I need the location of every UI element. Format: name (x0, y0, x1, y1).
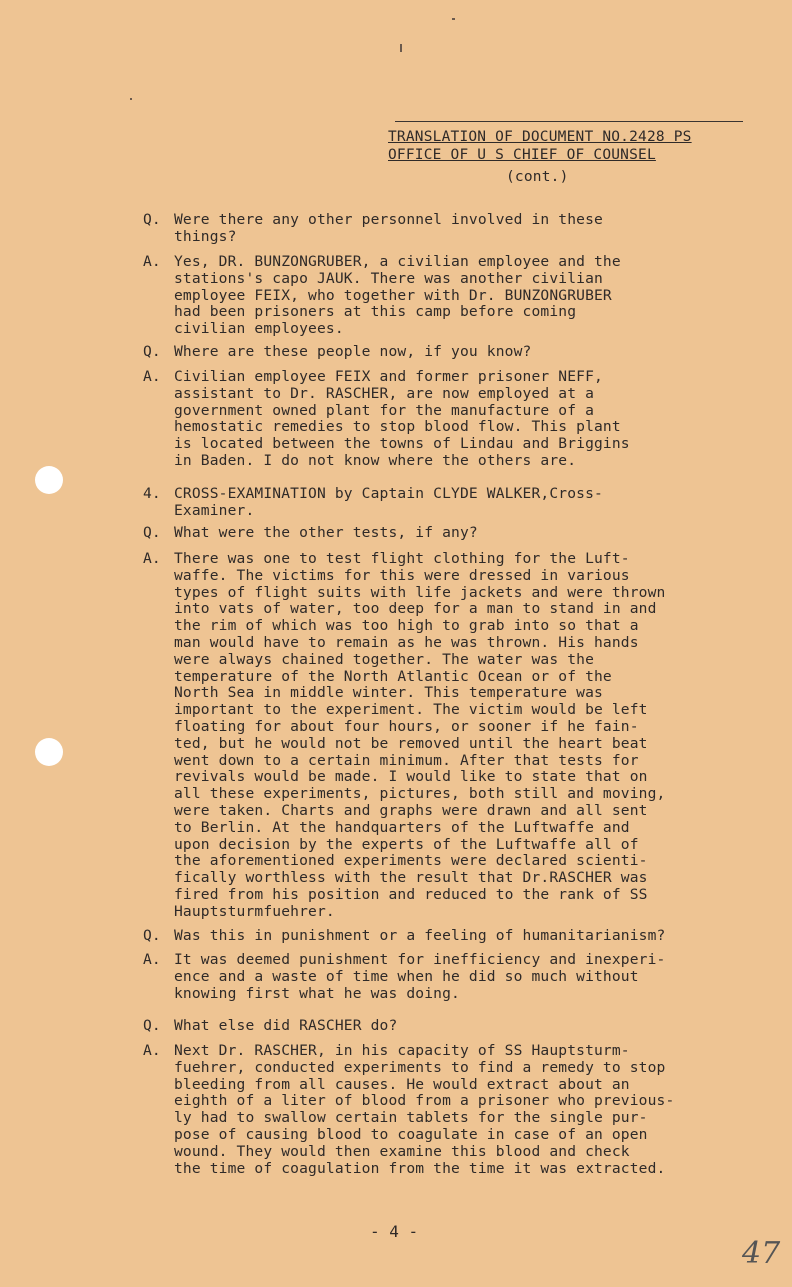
qa-label: A. (143, 951, 161, 968)
qa-text: Next Dr. RASCHER, in his capacity of SS Hauptsturm- fuehrer, conducted experiments to find a remedy to stop bleeding from all causes. He would extract about an eighth of a liter of blood from a prisoner who previous- ly had to swallow certain tablets for the single pur- pose of causing blood to coagulate in case of an open wound. They would then examine this blood and check the time of coagulation from the time it was extracted. (174, 1042, 675, 1177)
qa-label: A. (143, 1042, 161, 1059)
document-header (388, 128, 748, 186)
qa-block (143, 525, 743, 542)
qa-text: Was this in punishment or a feeling of humanitarianism? (174, 927, 666, 944)
qa-block (143, 254, 743, 338)
qa-text: What were the other tests, if any? (174, 524, 478, 541)
qa-text: It was deemed punishment for inefficiency and inexperi- ence and a waste of time when he did so much without knowing first what he was doing. (174, 951, 666, 1002)
punch-hole (35, 466, 63, 494)
qa-text: Where are these people now, if you know? (174, 343, 532, 360)
qa-block (143, 952, 743, 1002)
qa-label: Q. (143, 211, 161, 228)
qa-text: What else did RASCHER do? (174, 1017, 398, 1034)
qa-block (143, 344, 743, 361)
qa-block (143, 212, 743, 246)
handwritten-page-number: 47 (742, 1236, 781, 1271)
punch-hole (35, 738, 63, 766)
qa-label: Q. (143, 927, 161, 944)
qa-label: 4. (143, 485, 161, 502)
header-rule (395, 121, 743, 122)
qa-block (143, 369, 743, 470)
qa-text: Civilian employee FEIX and former prisoner NEFF, assistant to Dr. RASCHER, are now employed at a government owned plant for the manufacture of a hemostatic remedies to stop blood flow. This plant is located between the towns of Lindau and Briggins in Baden. I do not know where the others are. (174, 368, 630, 469)
qa-label: A. (143, 253, 161, 270)
qa-block (143, 928, 743, 945)
qa-label: A. (143, 550, 161, 567)
qa-text: Yes, DR. BUNZONGRUBER, a civilian employee and the stations's capo JAUK. There was another civilian employee FEIX, who together with Dr. BUNZONGRUBER had been prisoners at this camp before coming civilian employees. (174, 253, 621, 338)
qa-text: There was one to test flight clothing for the Luft- waffe. The victims for this were dressed in various types of flight suits with life jackets and were thrown into vats of water, too deep for a man to stand in and the rim of which was too high to grab into so that a man would have to remain as he was thrown. His hands were always chained together. The water was the temperature of the North Atlantic Ocean or of the North Sea in middle winter. This temperature was important to the experiment. The victim would be left floating for about four hours, or sooner if he fain- ted, but he would not be removed until the heart beat went down to a certain minimum. After that tests for revivals would be made. I would like to state that on all these experiments, pictures, both still and moving, were taken. Charts and graphs were drawn and all sent to Berlin. At the handquarters of the Luftwaffe and upon decision by the experts of the Luftwaffe all of the aforementioned experiments were declared scienti- fically worthless with the result that Dr.RASCHER was fired from his position and reduced to the rank of SS Hauptsturmfuehrer. (174, 550, 666, 920)
qa-text: Were there any other personnel involved in these things? (174, 211, 603, 245)
header-title: TRANSLATION OF DOCUMENT NO.2428 PS (388, 129, 692, 145)
paper-speck (400, 44, 402, 52)
page-number: - 4 - (370, 1222, 419, 1241)
qa-block (143, 1043, 743, 1177)
qa-block (143, 486, 743, 520)
qa-label: Q. (143, 1017, 161, 1034)
qa-text: CROSS-EXAMINATION by Captain CLYDE WALKER,Cross- Examiner. (174, 485, 603, 519)
qa-block (143, 1018, 743, 1035)
paper-speck (130, 98, 132, 100)
qa-block (143, 551, 743, 921)
qa-label: A. (143, 368, 161, 385)
paper-speck (452, 18, 455, 20)
qa-label: Q. (143, 343, 161, 360)
qa-label: Q. (143, 524, 161, 541)
header-office: OFFICE OF U S CHIEF OF COUNSEL (388, 147, 656, 163)
header-continued: (cont.) (506, 169, 569, 185)
